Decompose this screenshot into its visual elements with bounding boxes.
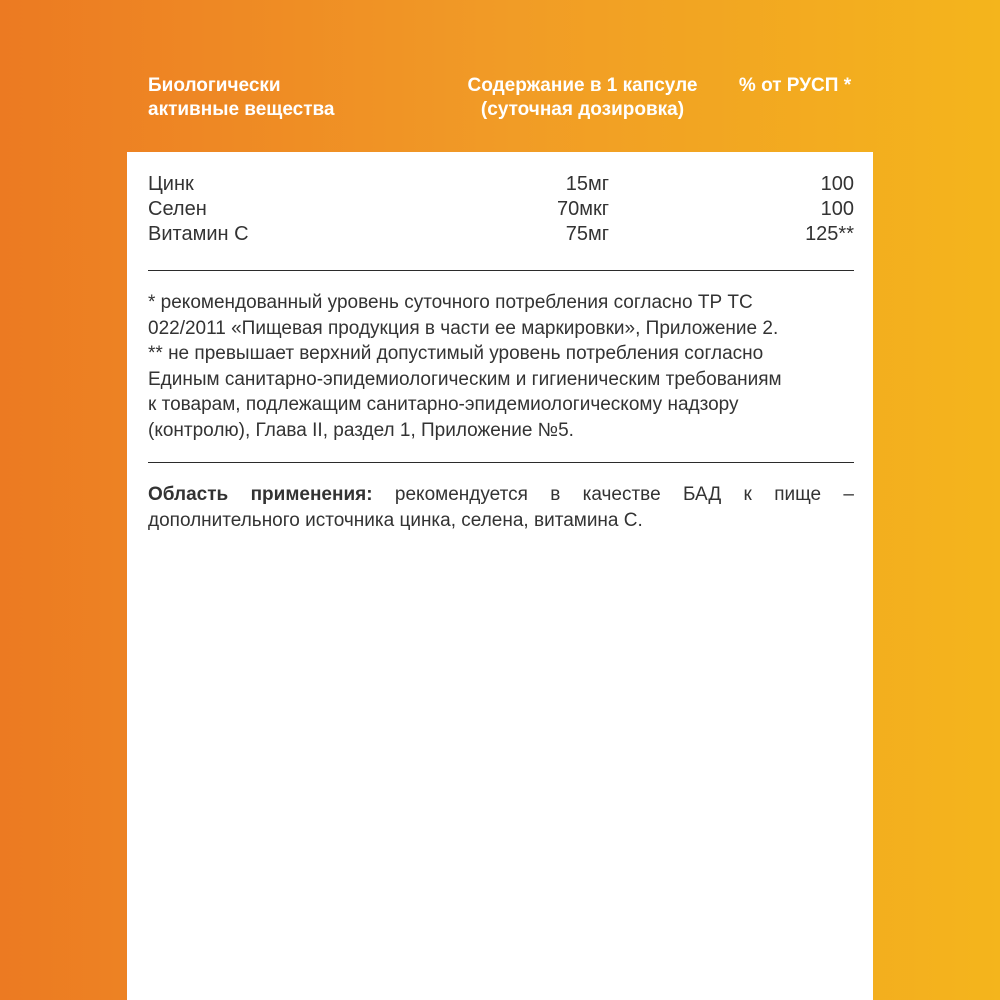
table-header xyxy=(0,0,1000,152)
footnote-line: * рекомендованный уровень суточного потребления согласно ТР ТС xyxy=(148,292,753,313)
nutrient-percent: 100 xyxy=(820,173,854,195)
header-substances-line2: активные вещества xyxy=(148,99,335,120)
nutrient-amount: 15мг xyxy=(565,173,609,195)
nutrient-name: Витамин С xyxy=(148,223,249,245)
nutrient-table xyxy=(148,172,854,247)
footnote-line: к товарам, подлежащим санитарно-эпидемиологическому надзору xyxy=(148,394,739,415)
nutrient-percent: 100 xyxy=(820,198,854,220)
header-content-line1: Содержание в 1 капсуле xyxy=(467,75,698,96)
footnote-line: ** не превышает верхний допустимый уровень потребления согласно xyxy=(148,343,764,364)
usage-text: рекомендуется в качестве БАД к пище – дополнительного источника цинка, селена, витамина С. xyxy=(148,484,854,531)
table-row xyxy=(148,222,854,247)
divider xyxy=(148,462,854,463)
header-content xyxy=(440,74,725,122)
usage-section xyxy=(148,482,854,534)
divider xyxy=(148,270,854,271)
table-row xyxy=(148,197,854,222)
header-substances xyxy=(148,74,408,122)
table-row xyxy=(148,172,854,197)
header-percent: % от РУСП * xyxy=(738,75,852,96)
footnote-line: 022/2011 «Пищевая продукция в части ее маркировки», Приложение 2. xyxy=(148,317,779,339)
footnote-line: Единым санитарно-эпидемиологическим и гигиеническим требованиям xyxy=(148,368,782,390)
usage-label: Область применения: xyxy=(148,484,373,505)
nutrient-name: Селен xyxy=(148,198,207,220)
footnotes xyxy=(148,290,854,443)
nutrient-percent: 125** xyxy=(805,223,854,245)
nutrient-amount: 75мг xyxy=(565,223,609,245)
content-panel xyxy=(127,152,873,1000)
footnote-line: (контролю), Глава II, раздел 1, Приложение №5. xyxy=(148,419,574,441)
nutrient-amount: 70мкг xyxy=(556,198,609,220)
header-substances-line1: Биологически xyxy=(148,75,281,96)
nutrient-name: Цинк xyxy=(148,173,194,195)
header-content-line2: (суточная дозировка) xyxy=(480,99,685,120)
